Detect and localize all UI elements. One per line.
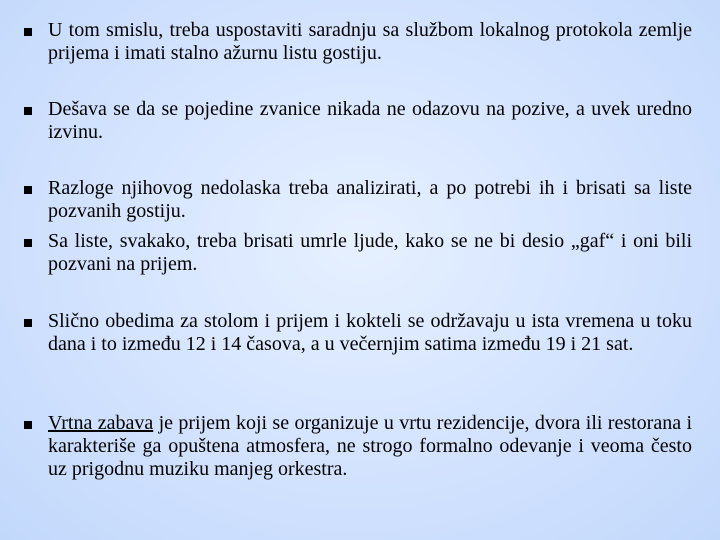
bullet-marker [24, 186, 32, 194]
paragraph-4: Sa liste, svakako, treba brisati umrle ljude, kako se ne bi desio „gaf“ i oni bili pozvani na prijem. [48, 230, 692, 275]
paragraph-1: U tom smislu, treba uspostaviti saradnju sa službom lokalnog protokola zemlje prijema i imati stalno ažurnu listu gostiju. [48, 19, 692, 64]
bullet-marker [24, 28, 32, 36]
paragraph-6-text: je prijem koji se organizuje u vrtu rezidencije, dvora ili restorana i karakteriše ga opuštena atmosfera, ne strogo formalno odevanje i veoma često uz prigodnu muziku manjeg orkestra. [48, 412, 693, 480]
paragraph-6 [48, 412, 692, 481]
paragraph-2: Dešava se da se pojedine zvanice nikada ne odazovu na pozive, a uvek uredno izvinu. [48, 98, 692, 143]
bullet-marker [24, 107, 32, 115]
bullet-marker [24, 421, 32, 429]
paragraph-3: Razloge njihovog nedolaska treba analizirati, a po potrebi ih i brisati sa liste pozvanih gostiju. [48, 177, 692, 222]
bullet-marker [24, 319, 32, 327]
bullet-marker [24, 239, 32, 247]
term-vrtna-zabava: Vrtna zabava [48, 412, 154, 434]
paragraph-5: Slično obedima za stolom i prijem i kokteli se održavaju u ista vremena u toku dana i to između 12 i 14 časova, a u večernjim satima između 19 i 21 sat. [48, 310, 692, 355]
